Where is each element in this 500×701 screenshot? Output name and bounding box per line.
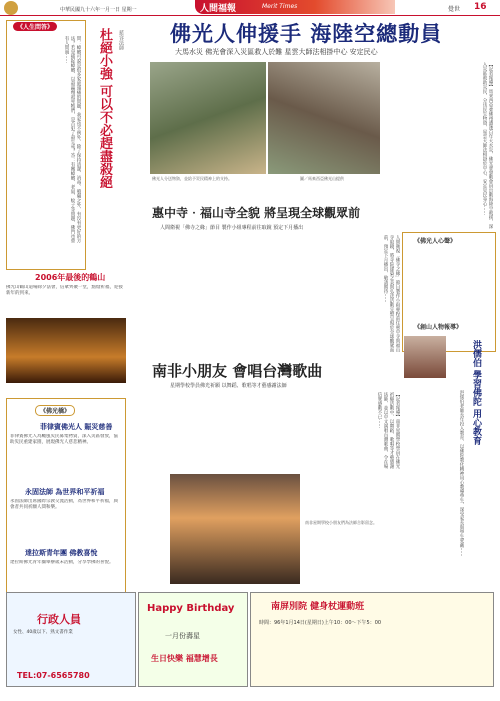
main-headline: 佛光人伸援手 海陸空總動員 [170,21,443,46]
person-photo [404,336,446,378]
heshan-body: 佛光山鶴山道場除夕法會，信眾齊聚一堂，點燈祈福，迎接新年的到來。 [6,285,123,296]
ad-recruit [6,592,136,687]
main-subheadline: 大馬水災 佛光會深入災區救人於難 星雲大師法相掛中心 安定民心 [175,48,378,56]
temple-photo [6,318,126,383]
section-name: 覺世 [448,6,461,13]
qa-body: 問：蟑螂可說是很多家庭頭痛的問題，我家也不例外，除了保持清潔、消毒、噴藥之外，有沒有更好的方法？若是捕捉蟑螂、以殺蟲劑殺死牠們，是否犯了殺生戒？答：有關蟑螂、老鼠、蚊子等問題，佛門也曾有人問過…… [64,36,81,243]
ad-recruit-line: 女性、40歲以下、熟文書作業 [13,630,73,635]
kids-headline: 南非小朋友 會唱台灣歌曲 [152,362,323,380]
brand-name: 人間福報 [200,4,237,14]
article-3-title: 達拉斯青年團 佛教喜悅 [25,549,98,557]
ad-exercise-title: 南屏別院 健身杖運動班 [271,602,365,612]
ad-exercise-line: 時間：96年1月14日(星期日)上午10：00～下午5：00 [259,620,382,626]
people-tag: 《創山人物報導》 [414,324,463,331]
mid-subheadline: 人間衛視「佛寺之緣」節目 製作小組專程前往取鏡 預定下月播出 [160,225,304,231]
photo-caption-1: 佛光人分送物資，並給予災民精神上的支持。 [152,176,232,181]
ad-birthday-line2: 生日快樂 福慧增長 [151,654,218,663]
mid-headline: 惠中寺‧福山寺全貌 將呈現全球觀眾前 [152,206,361,220]
relief-photo-2 [268,62,380,174]
ad-exercise [250,592,494,687]
main-article-body: 【記者報導】馬來西亞柔佛州遭逢百年大水災，佛光會發動會員出動海陸空救援，深入災區救助災民，分送民生物資，星雲大師法相掛於中心，安定災民身心…… [482,62,493,229]
article-3-body: 達拉斯佛光青年團舉辦歲末活動，分享學佛的喜悅。 [10,560,114,565]
kids-caption: 南非星期學校小朋友們為法師合影留念。 [305,520,377,525]
kids-subheadline: 星期學校學員佛光祈願 以舞蹈、歌唱等才藝感謝法師 [170,383,287,389]
heshan-title: 2006年最後的鶴山 [35,273,106,282]
kids-photo [170,474,300,584]
ad-recruit-phone: TEL:07-6565780 [17,671,90,680]
ad-birthday-title: Happy Birthday [147,603,235,614]
qa-title: 杜絕小強 可以不必趕盡殺絕 [97,28,112,189]
ad-recruit-title: 行政人員 [37,613,81,626]
relief-photo-1 [150,62,266,174]
bridge-tag: 《佛光橋》 [35,405,75,416]
qa-author: 慈容法師 [118,30,124,50]
page-number: 16 [474,2,487,12]
photo-caption-2: 圖／馬來西亞佛光山提供 [300,176,344,181]
voice-tag: 《佛光人心聲》 [414,238,457,245]
brand-name-en: Merit Times [262,3,298,10]
person-body: 洪儒伯老師長年投入教育，以佛陀教化精神用心教導學生，深受家長與學生愛戴…… [459,390,464,557]
qa-tag: 《人生問答》 [13,22,57,31]
issue-date: 中華民國九十六年一月一日 星期一 [60,7,137,13]
article-1-body: 菲律賓佛光人為颱風災民募集物資，深入災區發放，協助災民重建家園，展現佛光人慈悲精神。 [10,434,118,445]
voice-box [402,232,496,352]
header-rule [0,15,500,16]
newspaper-seal-icon [4,1,18,15]
article-2-body: 永固法師出席國際宗教交流活動，為世界和平祈福，與會者共同祈願人間和樂。 [10,499,118,510]
person-headline: 洪儒伯 學習佛陀 用心教育 [471,340,481,446]
article-2-title: 永固法師 為世界和平祈福 [25,488,105,496]
ad-birthday [138,592,248,687]
kids-article-body: 【記者報導】南非星期學校學員在佛光祈願活動中，以舞蹈、歌唱等才藝感謝法師，並以中文演唱台灣歌曲，令在場信眾感動不已…… [377,392,400,469]
mid-article-body: 人間衛視「佛寺之緣」節目製作小組專程前往惠中寺與福山寺取鏡，將寺院建築之美與弘法活動完整呈現於全球觀眾面前，預定下月播出，敬請期待…… [383,235,400,352]
ad-birthday-line1: 一月份壽星 [165,632,200,640]
article-1-title: 菲律賓佛光人 賑災慈善 [40,423,113,431]
